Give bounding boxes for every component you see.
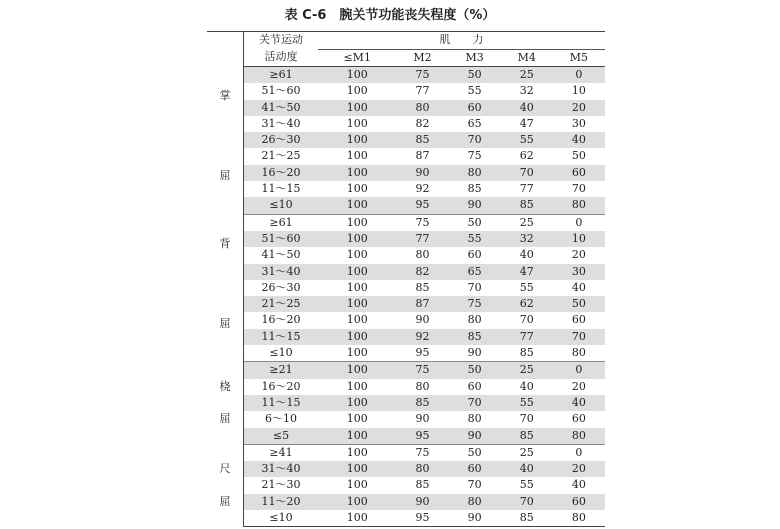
group-label-cell: [207, 67, 244, 215]
table-row: [207, 477, 605, 493]
value-cell: 65: [467, 116, 482, 130]
group-header-cell: [207, 32, 244, 67]
value-cell: 87: [396, 296, 448, 312]
value-cell: 80: [449, 165, 501, 181]
table-row: [207, 461, 605, 477]
value-cell: 10: [553, 231, 605, 247]
range-cell: 6～10: [265, 412, 297, 426]
column-header: ≤M1: [318, 49, 396, 67]
value-cell: 60: [571, 313, 586, 327]
value-cell: 80: [396, 100, 448, 116]
range-cell: ≥61: [244, 67, 319, 84]
value-cell: 62: [501, 296, 553, 312]
value-cell: 80: [553, 510, 605, 527]
value-cell: 0: [553, 362, 605, 379]
table-row: [207, 231, 605, 247]
value-cell: 77: [415, 84, 430, 98]
value-cell: 77: [519, 182, 534, 196]
value-cell: 20: [571, 379, 586, 393]
value-cell: 90: [415, 412, 430, 426]
value-cell: 100: [318, 100, 396, 116]
value-cell: 40: [553, 395, 605, 411]
range-cell: 26～30: [261, 280, 301, 294]
value-cell: 80: [396, 461, 448, 477]
range-cell: 11～15: [244, 395, 319, 411]
value-cell: 10: [571, 84, 586, 98]
value-cell: 80: [415, 248, 430, 262]
table-row: [207, 67, 605, 84]
table-row: [207, 312, 605, 328]
value-cell: 25: [501, 362, 553, 379]
wrist-function-loss-table: [207, 31, 605, 527]
value-cell: 100: [346, 313, 368, 327]
value-cell: 100: [318, 67, 396, 84]
table-row: [207, 296, 605, 312]
value-cell: 100: [318, 461, 396, 477]
table-row: [207, 181, 605, 197]
value-cell: 0: [575, 445, 583, 459]
value-cell: 100: [318, 231, 396, 247]
table-row: [207, 247, 605, 263]
value-cell: 40: [571, 280, 586, 294]
value-cell: 55: [449, 231, 501, 247]
value-cell: 92: [415, 182, 430, 196]
value-cell: 92: [396, 329, 448, 345]
value-cell: 50: [467, 215, 482, 229]
table-row: [207, 116, 605, 132]
value-cell: 70: [519, 313, 534, 327]
table-row: [207, 345, 605, 362]
value-cell: 85: [415, 280, 430, 294]
value-cell: 75: [449, 296, 501, 312]
group-label-cell: [207, 444, 244, 526]
value-cell: 62: [519, 149, 534, 163]
column-header: M3: [449, 49, 501, 67]
value-cell: 40: [519, 379, 534, 393]
value-cell: 65: [449, 264, 501, 280]
value-cell: 100: [346, 412, 368, 426]
value-cell: 60: [553, 165, 605, 181]
value-cell: 90: [415, 313, 430, 327]
value-cell: 85: [467, 182, 482, 196]
table-row: [207, 132, 605, 148]
value-cell: 75: [415, 445, 430, 459]
value-cell: 50: [449, 67, 501, 84]
value-cell: 25: [519, 215, 534, 229]
value-cell: 47: [519, 116, 534, 130]
value-cell: 20: [553, 100, 605, 116]
value-cell: 95: [396, 428, 448, 445]
value-cell: 70: [501, 494, 553, 510]
group-label-top: 桡: [219, 379, 231, 393]
table-row: [207, 510, 605, 527]
value-cell: 77: [501, 329, 553, 345]
table-body: [207, 67, 605, 527]
value-cell: 80: [415, 379, 430, 393]
value-cell: 85: [449, 329, 501, 345]
range-header-line2: 活动度: [244, 49, 319, 67]
value-cell: 50: [553, 296, 605, 312]
value-cell: 50: [467, 445, 482, 459]
value-cell: 40: [501, 461, 553, 477]
value-cell: 100: [318, 132, 396, 148]
value-cell: 82: [396, 264, 448, 280]
value-cell: 100: [318, 197, 396, 214]
value-cell: 100: [346, 445, 368, 459]
table-row: [207, 148, 605, 164]
range-cell: 41～50: [244, 100, 319, 116]
range-cell: ≥41: [269, 445, 293, 459]
table-row: [207, 444, 605, 461]
table-row: [207, 83, 605, 99]
value-cell: 75: [396, 67, 448, 84]
value-cell: 100: [346, 149, 368, 163]
group-label-bottom: 屈: [219, 169, 231, 183]
table-row: [207, 264, 605, 280]
value-cell: 100: [318, 395, 396, 411]
value-cell: 0: [575, 215, 583, 229]
range-cell: 26～30: [244, 132, 319, 148]
value-cell: 100: [318, 264, 396, 280]
value-cell: 55: [519, 280, 534, 294]
value-cell: 100: [318, 296, 396, 312]
range-cell: 11～15: [244, 329, 319, 345]
value-cell: 100: [318, 329, 396, 345]
group-label-top: 背: [219, 236, 231, 250]
range-cell: ≤10: [244, 197, 319, 214]
range-cell: 21～25: [244, 296, 319, 312]
value-cell: 80: [553, 428, 605, 445]
value-cell: 85: [415, 478, 430, 492]
value-cell: 100: [318, 494, 396, 510]
value-cell: 70: [519, 412, 534, 426]
value-cell: 95: [396, 197, 448, 214]
table-row: [207, 197, 605, 214]
table-row: [207, 165, 605, 181]
table-row: [207, 100, 605, 116]
value-cell: 60: [467, 379, 482, 393]
value-cell: 50: [571, 149, 586, 163]
range-cell: ≥61: [269, 215, 293, 229]
range-cell: 16～20: [244, 165, 319, 181]
table-row: [207, 494, 605, 510]
value-cell: 40: [519, 248, 534, 262]
value-cell: 87: [415, 149, 430, 163]
value-cell: 100: [346, 215, 368, 229]
value-cell: 77: [396, 231, 448, 247]
value-cell: 40: [571, 478, 586, 492]
table-row: [207, 280, 605, 296]
value-cell: 100: [318, 165, 396, 181]
group-label-bottom: 屈: [219, 494, 231, 508]
value-cell: 80: [553, 345, 605, 362]
value-cell: 40: [553, 132, 605, 148]
range-cell: 51～60: [261, 84, 301, 98]
value-cell: 20: [571, 248, 586, 262]
value-cell: 30: [553, 264, 605, 280]
value-cell: 30: [571, 116, 586, 130]
value-cell: 100: [318, 362, 396, 379]
value-cell: 50: [449, 362, 501, 379]
value-cell: 60: [571, 412, 586, 426]
value-cell: 95: [396, 345, 448, 362]
value-cell: 55: [501, 395, 553, 411]
value-cell: 80: [553, 197, 605, 214]
value-cell: 70: [467, 478, 482, 492]
value-cell: 75: [396, 362, 448, 379]
value-cell: 85: [501, 428, 553, 445]
column-header: M5: [553, 49, 605, 67]
range-cell: 16～20: [261, 379, 301, 393]
table-row: [207, 329, 605, 345]
value-cell: 32: [501, 231, 553, 247]
table-row: [207, 428, 605, 445]
value-cell: 55: [519, 478, 534, 492]
value-cell: 85: [396, 395, 448, 411]
value-cell: 100: [346, 248, 368, 262]
value-cell: 100: [346, 478, 368, 492]
value-cell: 90: [449, 428, 501, 445]
value-cell: 25: [519, 445, 534, 459]
value-cell: 75: [467, 149, 482, 163]
value-cell: 100: [318, 428, 396, 445]
value-cell: 60: [449, 100, 501, 116]
range-cell: 16～20: [261, 313, 301, 327]
value-cell: 70: [553, 329, 605, 345]
value-cell: 100: [318, 510, 396, 527]
range-cell: ≥21: [244, 362, 319, 379]
value-cell: 90: [449, 197, 501, 214]
value-cell: 60: [449, 461, 501, 477]
group-label-bottom: 屈: [219, 412, 231, 426]
value-cell: 100: [346, 116, 368, 130]
value-cell: 85: [501, 197, 553, 214]
value-cell: 40: [501, 100, 553, 116]
value-cell: 82: [415, 116, 430, 130]
value-cell: 80: [449, 494, 501, 510]
value-cell: 85: [501, 345, 553, 362]
value-cell: 70: [449, 395, 501, 411]
value-cell: 20: [553, 461, 605, 477]
group-label-cell: [207, 214, 244, 362]
value-cell: 100: [346, 182, 368, 196]
value-cell: 100: [346, 280, 368, 294]
value-cell: 100: [346, 84, 368, 98]
range-cell: ≤10: [244, 345, 319, 362]
range-header-line1: 关节运动: [244, 32, 319, 50]
range-cell: 41～50: [261, 248, 301, 262]
group-label-bottom: 屈: [219, 317, 231, 330]
range-cell: 31～40: [244, 264, 319, 280]
value-cell: 90: [396, 165, 448, 181]
table-row: [207, 214, 605, 231]
value-cell: 70: [571, 182, 586, 196]
value-cell: 47: [501, 264, 553, 280]
value-cell: 55: [501, 132, 553, 148]
range-cell: ≤10: [244, 510, 319, 527]
range-cell: 31～40: [244, 461, 319, 477]
value-cell: 70: [501, 165, 553, 181]
table-row: [207, 411, 605, 427]
range-cell: 11～15: [261, 182, 301, 196]
value-cell: 25: [501, 67, 553, 84]
value-cell: 85: [396, 132, 448, 148]
table-title: 表 C-6 腕关节功能丧失程度（%）: [284, 8, 496, 23]
table-row: [207, 379, 605, 395]
value-cell: 60: [467, 248, 482, 262]
value-cell: 80: [467, 412, 482, 426]
value-cell: 95: [396, 510, 448, 527]
value-cell: 90: [449, 345, 501, 362]
value-cell: 0: [553, 67, 605, 84]
column-header: M4: [501, 49, 553, 67]
value-cell: 70: [467, 280, 482, 294]
range-cell: 11～20: [244, 494, 319, 510]
group-label-cell: [207, 362, 244, 444]
value-cell: 75: [415, 215, 430, 229]
value-cell: 32: [519, 84, 534, 98]
value-cell: 70: [449, 132, 501, 148]
group-label-top: 尺: [219, 462, 231, 476]
value-cell: 90: [396, 494, 448, 510]
value-cell: 90: [449, 510, 501, 527]
range-cell: 51～60: [244, 231, 319, 247]
column-header: M2: [396, 49, 448, 67]
value-cell: 85: [501, 510, 553, 527]
group-label-top: 掌: [219, 89, 231, 103]
value-cell: 100: [346, 379, 368, 393]
range-cell: ≤5: [244, 428, 319, 445]
muscle-strength-header: 肌 力: [318, 32, 605, 50]
value-cell: 60: [553, 494, 605, 510]
table-row: [207, 362, 605, 379]
value-cell: 55: [467, 84, 482, 98]
value-cell: 100: [318, 345, 396, 362]
value-cell: 80: [467, 313, 482, 327]
table-row: [207, 395, 605, 411]
range-cell: 21～25: [261, 149, 301, 163]
range-cell: 31～40: [261, 116, 301, 130]
range-cell: 21～30: [261, 478, 301, 492]
